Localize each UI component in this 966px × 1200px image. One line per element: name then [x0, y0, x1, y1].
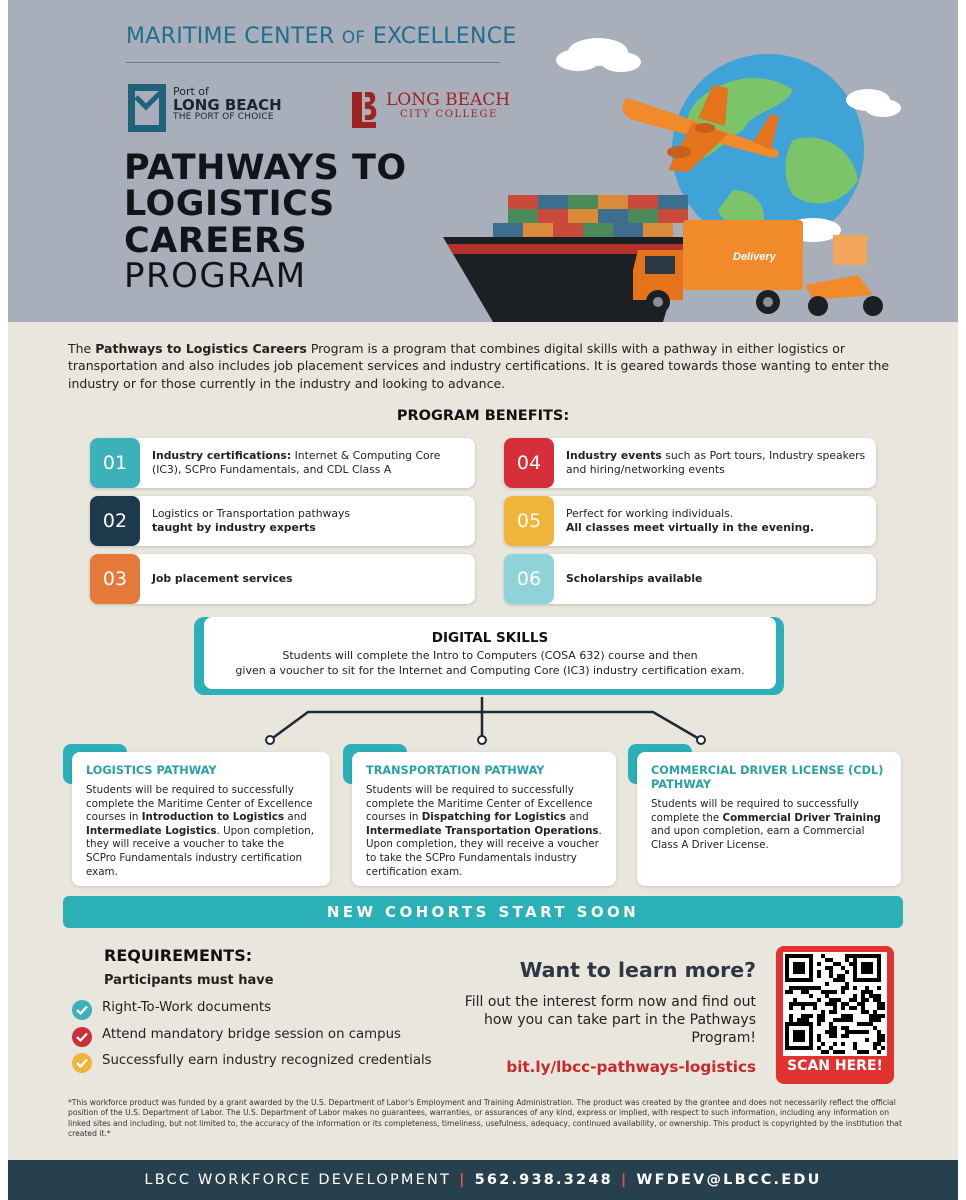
benefit-detail: Internet & Computing Core (IC3), SCPro Fundamentals, and CDL Class A	[152, 448, 441, 476]
qr-code[interactable]	[776, 946, 894, 1084]
port-logo-line1: Port of	[173, 85, 209, 98]
requirement-item	[72, 1026, 452, 1043]
requirements-heading: REQUIREMENTS:	[104, 946, 253, 965]
title-line-4: PROGRAM	[124, 256, 307, 297]
benefit-number: 06	[504, 554, 554, 604]
footer-org: LBCC WORKFORCE DEVELOPMENT	[144, 1172, 452, 1188]
benefit-text	[566, 496, 868, 546]
benefit-bold: Industry events	[566, 448, 662, 462]
benefit-number: 03	[90, 554, 140, 604]
benefit-card-03	[90, 554, 475, 604]
benefit-detail: Logistics or Transportation pathways	[152, 506, 351, 520]
pathway-title: LOGISTICS PATHWAY	[86, 764, 217, 777]
requirement-text: Successfully earn industry recognized credentials	[102, 1053, 432, 1068]
pathway-body: Students will be required to successfully complete the Maritime Center of Excellence courses in Dispatching for Logistics and Intermediate Transportation Operations. Upon completion, they will receive a voucher to take the SCPro Fundamentals industry certification exam.	[366, 784, 602, 878]
benefit-card-01	[90, 438, 475, 488]
intro-paragraph	[68, 340, 908, 392]
requirement-text: Right-To-Work documents	[102, 1000, 272, 1015]
benefit-text	[152, 438, 467, 488]
intro-program-name: Pathways to Logistics Careers	[95, 341, 307, 356]
port-logo-line3: THE PORT OF CHOICE	[173, 112, 274, 123]
intro-body: Program is a program that combines digital skills with a pathway in either logistics or transportation and also includes job placement services and industry certifications. It is geared towards those wanting to enter the industry or for those currently in the industry and looking to advance.	[68, 341, 890, 391]
lbcc-logo-icon	[346, 88, 380, 132]
benefit-detail: Perfect for working individuals.	[566, 506, 734, 520]
title-line-1: PATHWAYS TO	[124, 148, 407, 188]
pathway-body: Students will be required to successfully complete the Commercial Driver Training and upon completion, earn a Commercial Class A Driver License.	[651, 798, 881, 851]
requirement-text: Attend mandatory bridge session on campus	[102, 1027, 401, 1042]
footer-bar	[8, 1160, 958, 1200]
lbcc-logo-line1: LONG BEACH	[386, 90, 511, 110]
cdl-pathway-card	[637, 752, 901, 886]
check-icon	[72, 1000, 92, 1020]
benefit-bold: Scholarships available	[566, 571, 703, 585]
footer-phone[interactable]: 562.938.3248	[474, 1172, 613, 1188]
check-icon	[72, 1027, 92, 1047]
benefit-card-02	[90, 496, 475, 546]
title-line-2: LOGISTICS	[124, 184, 335, 225]
benefit-text	[566, 554, 868, 604]
lbcc-logo-line2: CITY COLLEGE	[400, 108, 498, 120]
logistics-illustration	[433, 30, 903, 322]
footer-email[interactable]: WFDEV@LBCC.EDU	[636, 1172, 822, 1188]
truck-label: Delivery	[733, 251, 776, 263]
benefit-detail: such as Port tours, Industry speakers and hiring/networking events	[566, 448, 866, 476]
intro-lead: The	[68, 341, 96, 356]
qr-code-icon	[783, 952, 887, 1056]
logistics-pathway-card	[72, 752, 330, 886]
benefit-number: 01	[90, 438, 140, 488]
digital-skills-line2: given a voucher to sit for the Internet and Computing Core (IC3) industry certification exam.	[235, 664, 745, 678]
pathway-title: TRANSPORTATION PATHWAY	[366, 764, 545, 777]
benefit-card-06	[504, 554, 876, 604]
benefits-heading: PROGRAM BENEFITS:	[396, 408, 570, 424]
benefit-bold: Industry certifications:	[152, 448, 292, 462]
benefit-number: 04	[504, 438, 554, 488]
benefit-card-04	[504, 438, 876, 488]
port-logo-line2: LONG BEACH	[173, 95, 282, 114]
footer-separator: |	[620, 1172, 629, 1188]
digital-skills-heading: DIGITAL SKILLS	[431, 630, 549, 646]
benefit-text	[566, 438, 868, 488]
org-title-main: MARITIME CENTER	[126, 24, 335, 49]
pathway-title: COMMERCIAL DRIVER LICENSE (CDL) PATHWAY	[651, 764, 884, 792]
pathway-body: Students will be required to successfully complete the Maritime Center of Excellence courses in Introduction to Logistics and Intermediate Logistics. Upon completion, they will receive a voucher to take the SCPro Fundamentals industry certification exam.	[86, 784, 314, 878]
org-title-end: EXCELLENCE	[372, 24, 517, 49]
benefit-card-05	[504, 496, 876, 546]
footer-separator: |	[459, 1172, 467, 1188]
port-of-long-beach-logo-icon	[128, 84, 166, 132]
requirements-subheading: Participants must have	[104, 973, 274, 988]
learn-more-heading: Want to learn more?	[519, 958, 756, 982]
qr-scan-label: SCAN HERE!	[787, 1058, 883, 1074]
learn-more-body: Fill out the interest form now and find out how you can take part in the Pathways Program!	[464, 994, 756, 1047]
hero-banner	[8, 0, 958, 322]
funding-disclaimer: *This workforce product was funded by a grant awarded by the U.S. Department of Labor's Employment and Training Administration. The product was created by the grantee and does not necessarily reflect the official position of the U.S. Department of Labor. The U.S. Department of Labor makes no guarantees, warranties, or assurances of any kind, express or implied, with respect to such information, including any information on linked sites and including, but not limited to, the accuracy of the information or its completeness, timeliness, usefulness, adequacy, continued availability, or ownership. This product is copyrighted by the institution that created it.*	[68, 1098, 902, 1139]
requirement-item	[72, 999, 452, 1016]
interest-form-link[interactable]: bit.ly/lbcc-pathways-logistics	[506, 1058, 756, 1076]
cohorts-banner: NEW COHORTS START SOON	[63, 896, 903, 928]
benefit-number: 02	[90, 496, 140, 546]
title-line-3: CAREERS	[124, 220, 308, 261]
digital-skills-card	[204, 617, 776, 689]
check-icon	[72, 1053, 92, 1073]
benefit-number: 05	[504, 496, 554, 546]
benefit-text	[152, 496, 467, 546]
page-title	[124, 150, 407, 295]
benefit-text	[152, 554, 467, 604]
port-of-long-beach-logo	[173, 86, 282, 123]
benefit-bold: Job placement services	[152, 571, 293, 585]
scooter-icon	[805, 235, 883, 316]
transportation-pathway-card	[352, 752, 616, 886]
benefit-bold: All classes meet virtually in the evening.	[566, 521, 815, 534]
benefit-bold: taught by industry experts	[152, 521, 316, 534]
digital-skills-line1: Students will complete the Intro to Computers (COSA 632) course and then	[282, 649, 698, 662]
org-title-of: OF	[341, 28, 366, 48]
requirement-item	[72, 1052, 432, 1069]
flyer	[8, 0, 958, 1200]
